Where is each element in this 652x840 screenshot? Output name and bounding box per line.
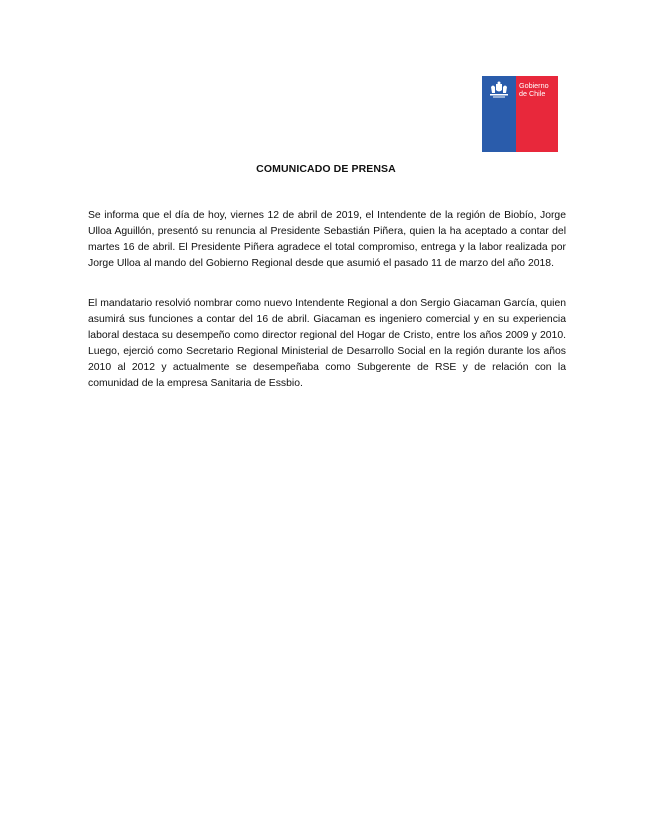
paragraph-2: El mandatario resolvió nombrar como nuevo Intendente Regional a don Sergio Giacaman García, quien asumirá sus funciones a contar del 16 de abril. Giacaman es ingeniero comercial y en su experiencia laboral destaca su desempeño como director regional del Hogar de Cristo, entre los años 2009 y 2010. Luego, ejerció como Secretario Regional Ministerial de Desarrollo Social en la región durante los años 2010 al 2012 y actualmente se desempeñaba como Subgerente de RSE y de relación con la comunidad de la empresa Sanitaria de Essbio.	[88, 298, 566, 389]
chile-coat-of-arms-icon	[487, 81, 511, 99]
gobierno-de-chile-logo	[482, 76, 558, 152]
logo-blue-panel	[482, 76, 516, 152]
paragraph-1: Se informa que el día de hoy, viernes 12 de abril de 2019, el Intendente de la región de Biobío, Jorge Ulloa Aguillón, presentó su renuncia al Presidente Sebastián Piñera, quien la ha aceptado a contar del martes 16 de abril. El Presidente Piñera agradece el total compromiso, entrega y la labor realizada por Jorge Ulloa al mando del Gobierno Regional desde que asumió el pasado 11 de marzo del año 2018.	[88, 210, 566, 269]
logo-red-panel	[516, 76, 558, 152]
logo-text: Gobierno de Chile	[519, 81, 549, 98]
document-title: COMUNICADO DE PRENSA	[256, 163, 396, 175]
